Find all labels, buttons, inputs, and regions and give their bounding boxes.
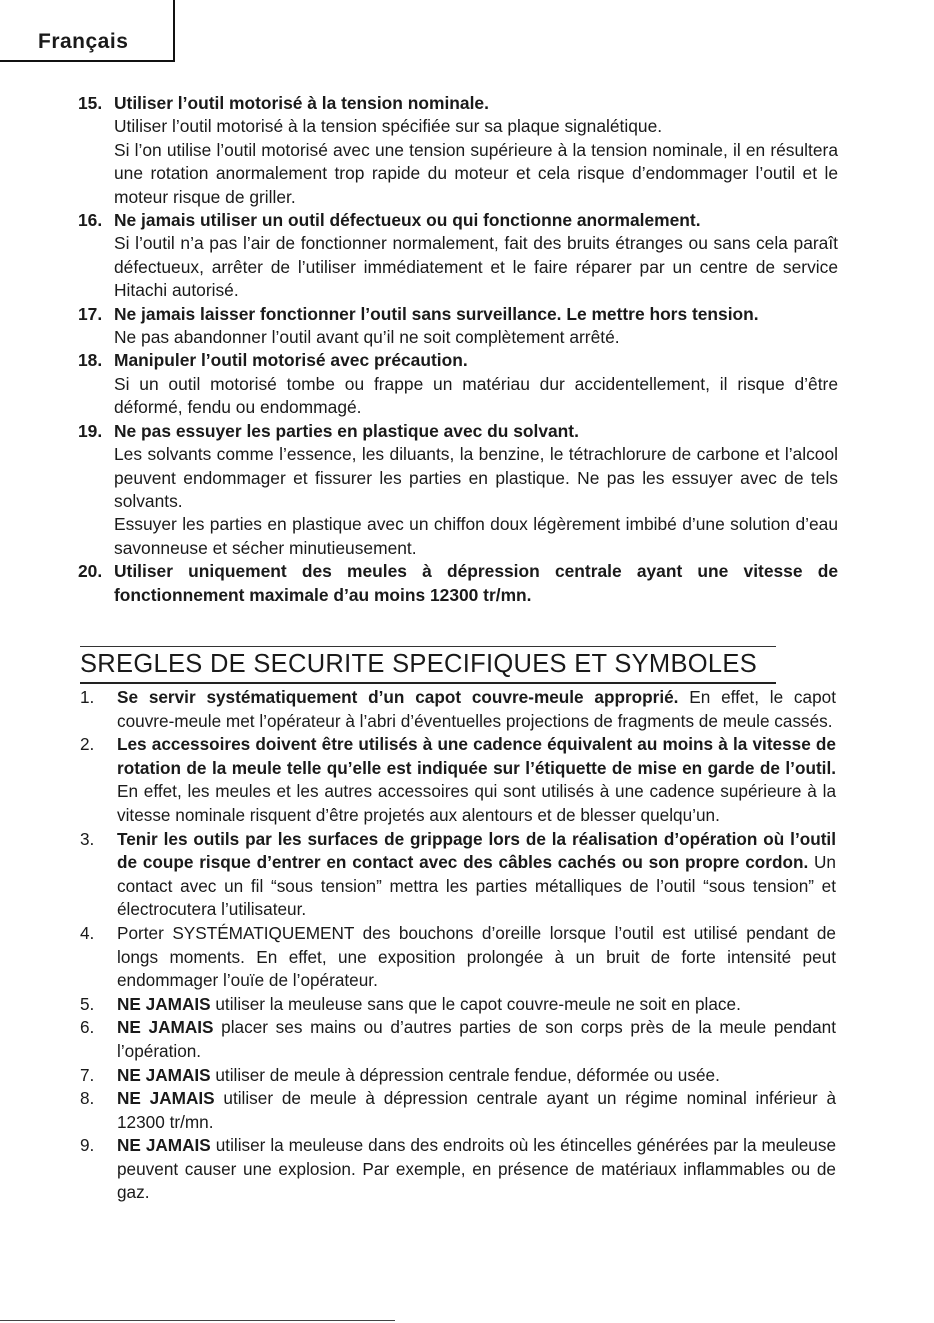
- rule-item: [78, 560, 838, 607]
- specific-rule-text: En effet, le capot couvre-meule met l’opérateur à l’abri d’éventuelles projections de fragments de meule cassés.: [117, 687, 836, 731]
- specific-rule-bold: NE JAMAIS: [117, 1064, 211, 1085]
- specific-rule-bold: NE JAMAIS: [117, 1135, 211, 1156]
- rule-paragraph: Si l’outil n’a pas l’air de fonctionner normalement, fait des bruits étranges ou sans cela paraît défectueux, arrêter de l’utiliser immédiatement et le faire réparer par un centre de service Hitachi autorisé.: [114, 233, 838, 301]
- rule-number: 17.: [78, 303, 103, 324]
- rule-paragraph: Utiliser l’outil motorisé à la tension spécifiée sur sa plaque signalétique.: [114, 116, 663, 137]
- rule-heading: Utiliser uniquement des meules à dépression centrale ayant une vitesse de fonctionnement maximale d’au moins 12300 tr/mn.: [114, 561, 838, 605]
- specific-rule-text: utiliser la meuleuse sans que le capot couvre-meule ne soit en place.: [210, 993, 741, 1014]
- specific-rule-item: [80, 1087, 836, 1134]
- specific-rule-item: [80, 922, 836, 993]
- specific-rule-bold: NE JAMAIS: [117, 1017, 214, 1038]
- rule-paragraph: Les solvants comme l’essence, les diluants, la benzine, le tétrachlorure de carbone et l’alcool peuvent endommager et fissurer les parties en plastique. Ne pas les essuyer avec de tels solvants.: [114, 444, 838, 511]
- rule-paragraph: Si un outil motorisé tombe ou frappe un matériau dur accidentellement, il risque d’être déformé, fendu ou endommagé.: [114, 373, 838, 418]
- language-label: Français: [38, 30, 129, 53]
- section-divider-bottom: [80, 682, 776, 684]
- rule-number: 20.: [78, 561, 103, 582]
- specific-rule-item: [80, 1016, 836, 1063]
- rule-item: [78, 349, 838, 419]
- specific-rule-text: Un contact avec un fil “sous tension” mettra les parties métalliques de l’outil “sous tension” et électrocutera l’utilisateur.: [117, 852, 836, 920]
- specific-rule-item: [80, 686, 836, 733]
- specific-rule-text: En effet, les meules et les autres accessoires qui sont utilisés à une cadence supérieure à la vitesse nominale risquent d’être projetés aux alentours et de blesser quelqu’un.: [117, 781, 836, 825]
- specific-rules-list: [80, 686, 836, 1205]
- rule-paragraph: Ne pas abandonner l’outil avant qu’il ne soit complètement arrêté.: [114, 327, 620, 348]
- specific-rule-bold: Se servir systématiquement d’un capot couvre-meule approprié.: [117, 687, 679, 707]
- specific-rule-item: [80, 993, 836, 1017]
- rule-heading: Manipuler l’outil motorisé avec précaution.: [114, 350, 468, 371]
- specific-rule-number: 8.: [80, 1088, 95, 1109]
- rule-heading: Ne jamais laisser fonctionner l’outil sans surveillance. Le mettre hors tension.: [114, 303, 759, 324]
- footer-rule: [0, 1320, 395, 1321]
- specific-rule-item: [80, 1064, 836, 1088]
- general-rules-list: [78, 92, 838, 607]
- rule-item: [78, 303, 838, 350]
- rule-heading: Ne jamais utiliser un outil défectueux ou qui fonctionne anormalement.: [114, 210, 701, 231]
- specific-rule-text: Porter SYSTÉMATIQUEMENT des bouchons d’oreille lorsque l’outil est utilisé pendant de longs moments. En effet, une exposition prolongée à un bruit de forte intensité peut endommager l’ouïe de l’opérateur.: [117, 922, 836, 991]
- specific-rule-text: utiliser la meuleuse dans des endroits où les étincelles générées par la meuleuse peuvent causer une explosion. Par exemple, en présence de matériaux inflammables ou de gaz.: [117, 1135, 837, 1203]
- rule-heading: Utiliser l’outil motorisé à la tension nominale.: [114, 93, 489, 113]
- specific-rule-bold: Les accessoires doivent être utilisés à une cadence équivalent au moins à la vitesse de rotation de la meule telle qu’elle est indiquée sur l’étiquette de mise en garde de l’outil.: [117, 734, 836, 778]
- section-divider-top: [80, 646, 776, 647]
- specific-rule-text: utiliser de meule à dépression centrale ayant un régime nominal inférieur à 12300 tr/mn.: [117, 1088, 836, 1132]
- specific-rule-number: 2.: [80, 734, 95, 755]
- specific-rule-bold: NE JAMAIS: [117, 1088, 215, 1109]
- rule-number: 15.: [78, 93, 103, 113]
- section-title: SREGLES DE SECURITE SPECIFIQUES ET SYMBOLES: [80, 650, 758, 678]
- specific-rule-number: 9.: [80, 1135, 95, 1156]
- specific-rule-number: 4.: [80, 922, 95, 943]
- rule-number: 16.: [78, 210, 103, 231]
- specific-rule-number: 5.: [80, 993, 95, 1014]
- specific-rule-number: 7.: [80, 1064, 95, 1085]
- rule-item: [78, 92, 838, 209]
- rule-paragraph: Si l’on utilise l’outil motorisé avec une tension supérieure à la tension nominale, il en résultera une rotation anormalement trop rapide du moteur et cela risque d’endommager l’outil et le moteur risque de griller.: [114, 139, 838, 207]
- rule-item: [78, 209, 838, 303]
- rule-paragraph: Essuyer les parties en plastique avec un chiffon doux légèrement imbibé d’une solution d’eau savonneuse et sécher minutieusement.: [114, 514, 838, 558]
- specific-rule-text: utiliser de meule à dépression centrale fendue, déformée ou usée.: [210, 1064, 720, 1085]
- specific-rule-text: placer ses mains ou d’autres parties de son corps près de la meule pendant l’opération.: [117, 1017, 836, 1061]
- specific-rule-item: [80, 1134, 836, 1205]
- specific-rule-number: 6.: [80, 1017, 95, 1038]
- language-tab: [0, 0, 175, 62]
- specific-rule-item: [80, 828, 836, 922]
- rule-item: [78, 420, 838, 560]
- specific-rule-bold: NE JAMAIS: [117, 993, 211, 1014]
- specific-rule-bold: Tenir les outils par les surfaces de grippage lors de la réalisation d’opération où l’outil de coupe risque d’entrer en contact avec des câbles cachés ou son propre cordon.: [117, 828, 836, 873]
- specific-rule-number: 1.: [80, 687, 95, 707]
- rule-heading: Ne pas essuyer les parties en plastique avec du solvant.: [114, 420, 579, 441]
- specific-rule-number: 3.: [80, 828, 95, 849]
- rule-number: 19.: [78, 420, 103, 441]
- rule-number: 18.: [78, 350, 103, 371]
- specific-rule-item: [80, 733, 836, 827]
